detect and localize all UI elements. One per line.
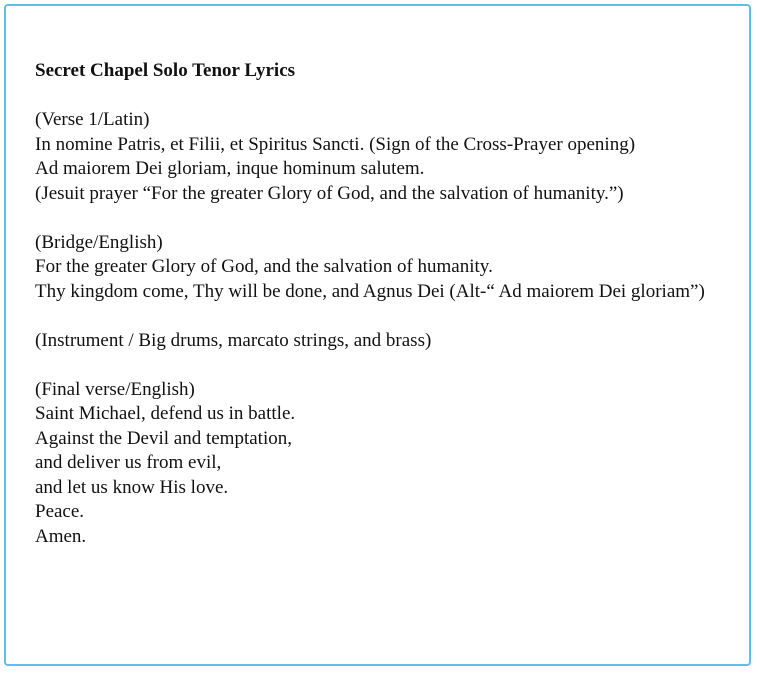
lyric-line: In nomine Patris, et Filii, et Spiritus Sancti. (Sign of the Cross-Prayer opening) xyxy=(35,133,636,155)
lyric-line: Saint Michael, defend us in battle. xyxy=(35,403,296,424)
section-heading: (Final verse/English) xyxy=(35,378,195,400)
section-heading: (Instrument / Big drums, marcato strings, and brass) xyxy=(35,329,432,351)
section-bridge xyxy=(35,231,735,305)
lyric-line: Against the Devil and temptation, xyxy=(35,427,292,449)
lyric-line: Thy kingdom come, Thy will be done, and Agnus Dei (Alt-“ Ad maiorem Dei gloriam”) xyxy=(35,280,705,302)
section-heading: (Bridge/English) xyxy=(35,231,163,253)
lyric-line: and deliver us from evil, xyxy=(35,452,222,473)
lyrics-document xyxy=(35,59,735,574)
section-heading: (Verse 1/Latin) xyxy=(35,109,150,130)
document-title: Secret Chapel Solo Tenor Lyrics xyxy=(35,60,296,81)
lyric-line: (Jesuit prayer “For the greater Glory of God, and the salvation of humanity.”) xyxy=(35,182,624,204)
section-final-verse xyxy=(35,378,735,550)
section-instrument xyxy=(35,329,735,354)
section-verse-1 xyxy=(35,108,735,206)
lyric-line: and let us know His love. xyxy=(35,476,229,498)
lyric-line: Amen. xyxy=(35,525,87,547)
lyric-line: Peace. xyxy=(35,501,85,522)
document-frame xyxy=(4,4,751,666)
lyric-line: Ad maiorem Dei gloriam, inque hominum salutem. xyxy=(35,158,425,179)
lyric-line: For the greater Glory of God, and the salvation of humanity. xyxy=(35,256,493,277)
